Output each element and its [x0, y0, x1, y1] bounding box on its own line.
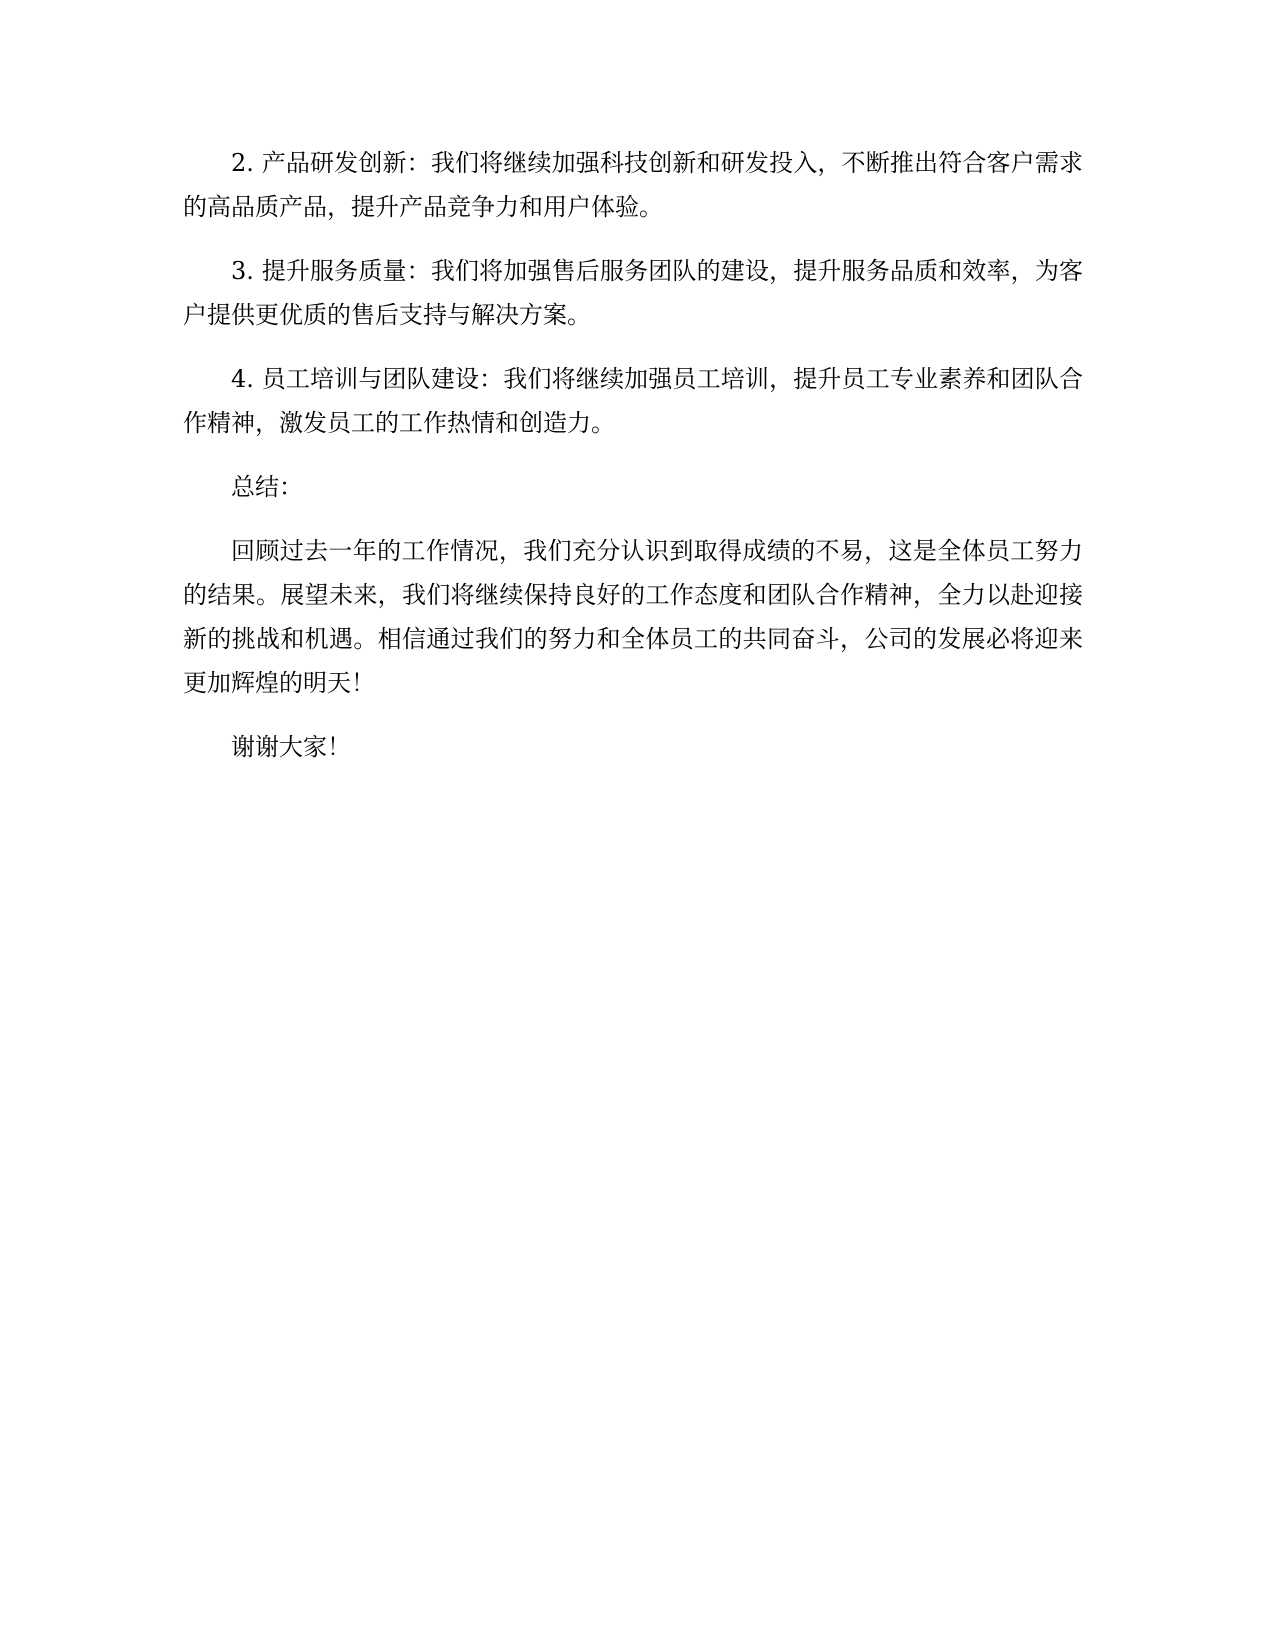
paragraph-service-quality: 3. 提升服务质量：我们将加强售后服务团队的建设，提升服务品质和效率，为客户提供更优质的售后支持与解决方案。 [183, 257, 1083, 329]
closing-thanks: 谢谢大家！ [231, 733, 351, 761]
paragraph-staff-training: 4. 员工培训与团队建设：我们将继续加强员工培训，提升员工专业素养和团队合作精神，激发员工的工作热情和创造力。 [183, 365, 1083, 437]
paragraph-summary: 回顾过去一年的工作情况，我们充分认识到取得成绩的不易，这是全体员工努力的结果。展望未来，我们将继续保持良好的工作态度和团队合作精神，全力以赴迎接新的挑战和机遇。相信通过我们的努力和全体员工的共同奋斗，公司的发展必将迎来更加辉煌的明天！ [183, 537, 1083, 697]
summary-heading: 总结： [231, 473, 303, 501]
document-body [183, 141, 1083, 789]
paragraph-product-innovation: 2. 产品研发创新：我们将继续加强科技创新和研发投入，不断推出符合客户需求的高品质产品，提升产品竞争力和用户体验。 [183, 149, 1083, 221]
